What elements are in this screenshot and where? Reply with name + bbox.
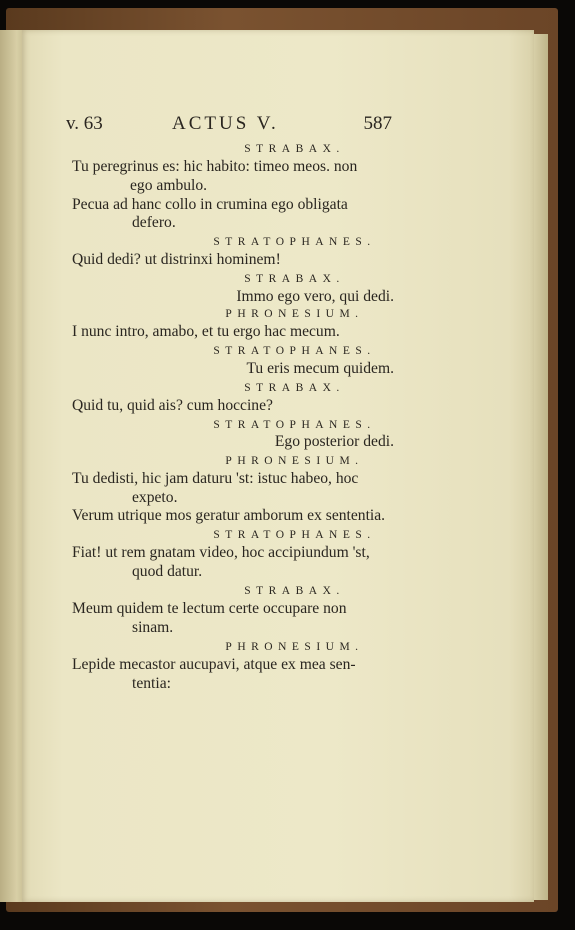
speaker-name: PHRONESIUM. [225,455,364,467]
verse-continuation: ego ambulo. [130,177,208,194]
speaker-name: STRABAX. [244,143,345,155]
speaker-name: STRATOPHANES. [213,419,376,431]
page-number: 587 [363,113,392,134]
speaker-name: STRABAX. [244,382,345,394]
verse-line: Verum utrique mos geratur amborum ex sententia. [72,507,386,524]
running-header [66,113,392,139]
verse-line: Fiat! ut rem gnatam video, hoc accipiundum 'st, [72,544,370,561]
verse-continuation: sinam. [132,619,174,636]
verse-continuation: tentia: [132,675,171,692]
speaker-name: STRATOPHANES. [213,529,376,541]
verse-continuation: quod datur. [132,563,203,580]
verse-line: Pecua ad hanc collo in crumina ego obligata [72,196,348,213]
verse-line: Meum quidem te lectum certe occupare non [72,600,347,617]
verse-continuation: defero. [132,214,176,231]
verse-line: Tu eris mecum quidem. [246,360,394,377]
speaker-name: STRATOPHANES. [213,236,376,248]
verse-continuation: expeto. [132,489,178,506]
verse-line: Quid tu, quid ais? cum hoccine? [72,397,273,414]
verse-line: Quid dedi? ut distrinxi hominem! [72,251,281,268]
verse-line: Tu dedisti, hic jam daturu 'st: istuc habeo, hoc [72,470,359,487]
verse-line: Immo ego vero, qui dedi. [236,288,394,305]
speaker-name: STRABAX. [244,273,345,285]
speaker-name: STRABAX. [244,585,345,597]
speaker-name: STRATOPHANES. [213,345,376,357]
verse-reference: v. 63 [66,113,103,134]
speaker-name: PHRONESIUM. [225,308,364,320]
verse-line: Lepide mecastor aucupavi, atque ex mea sen- [72,656,356,673]
verse-line: Tu peregrinus es: hic habito: timeo meos. non [72,158,358,175]
act-title: ACTUS V. [172,113,279,134]
speaker-name: PHRONESIUM. [225,641,364,653]
verse-line: I nunc intro, amabo, et tu ergo hac mecum. [72,323,340,340]
verse-line: Ego posterior dedi. [274,433,394,450]
